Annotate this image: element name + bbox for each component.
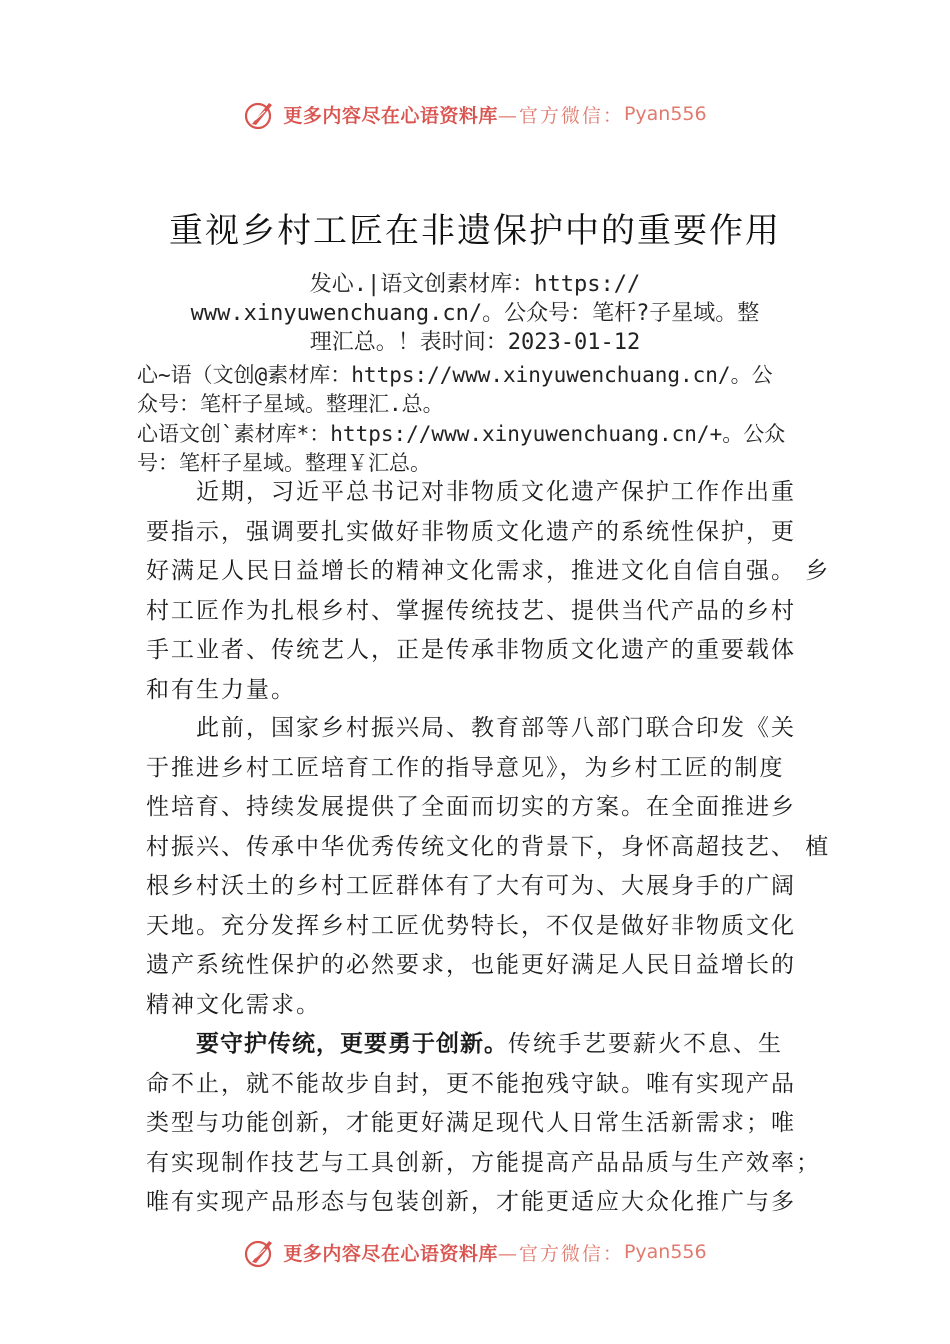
text-line: 村振兴、传承中华优秀传统文化的背景下，身怀高超技艺、 植: [146, 833, 831, 860]
indent: [146, 1031, 196, 1057]
text-line: 精神文化需求。: [146, 991, 321, 1018]
quill-pen-logo-icon: [243, 97, 277, 131]
watermark-wechat-id: Pyan556: [623, 1241, 707, 1263]
note-line: 号：笔杆子星域。整理￥汇总。: [137, 451, 431, 475]
text-line: 近期，习近平总书记对非物质文化遗产保护工作作出重: [146, 479, 796, 505]
text-line: 好满足人民日益增长的精神文化需求，推进文化自信自强。 乡: [146, 558, 831, 584]
source-meta-block: [150, 270, 800, 357]
text-line: 天地。充分发挥乡村工匠优势特长，不仅是做好非物质文化: [146, 912, 796, 939]
bottom-watermark-banner: [0, 1232, 950, 1272]
text-line: 此前，国家乡村振兴局、教育部等八部门联合印发《关: [146, 715, 796, 741]
document-title: 重视乡村工匠在非遗保护中的重要作用: [169, 211, 781, 251]
watermark-wechat-id: Pyan556: [623, 103, 707, 125]
note-line: 众号：笔杆子星域。整理汇.总。: [137, 392, 444, 416]
text-line: [146, 1025, 814, 1065]
text-line: 命不止，就不能故步自封，更不能抱残守缺。唯有实现产品: [146, 1070, 796, 1097]
bold-lead-sentence: 要守护传统，更要勇于创新。: [196, 1031, 508, 1057]
quill-pen-logo-icon: [243, 1235, 277, 1269]
meta-line: 理汇总。！表时间：2023-01-12: [309, 330, 641, 355]
text-line: 和有生力量。: [146, 676, 296, 703]
note-line: 心语文创`素材库*：https://www.xinyuwenchuang.cn/+。公众: [137, 422, 786, 446]
paragraph-2: [146, 709, 831, 1025]
text-line: 于推进乡村工匠培育工作的指导意见》，为乡村工匠的制度: [146, 754, 785, 781]
text-line: 村工匠作为扎根乡村、掌握传统技艺、提供当代产品的乡村: [146, 597, 796, 624]
text-line: 有实现制作技艺与工具创新，方能提高产品品质与生产效率；: [146, 1149, 821, 1176]
source-note-1: [137, 361, 837, 419]
text-line: 性培育、持续发展提供了全面而切实的方案。在全面推进乡: [146, 794, 796, 820]
watermark-main-text: 更多内容尽在心语资料库: [283, 1242, 498, 1265]
text-fragment: 传统手艺要薪火不息、生: [508, 1031, 783, 1057]
meta-line: www.xinyuwenchuang.cn/。公众号：笔杆?子星域。整: [190, 301, 760, 326]
source-note-2: [137, 420, 837, 478]
text-line: 要指示，强调要扎实做好非物质文化遗产的系统性保护，更: [146, 518, 796, 545]
note-line: 心~语（文创@素材库：https://www.xinyuwenchuang.cn/。公: [137, 363, 773, 387]
paragraph-1: [146, 473, 831, 710]
text-line: 遗产系统性保护的必然要求，也能更好满足人民日益增长的: [146, 952, 796, 978]
paragraph-3: [146, 1025, 821, 1223]
watermark-sub-text: —官方微信：: [497, 1242, 624, 1265]
top-watermark-banner: [0, 94, 950, 134]
meta-line: 发心.|语文创素材库：https://: [309, 272, 641, 297]
watermark-sub-text: —官方微信：: [497, 104, 624, 127]
text-line: 类型与功能创新，才能更好满足现代人日常生活新需求；唯: [146, 1110, 796, 1136]
text-line: 根乡村沃土的乡村工匠群体有了大有可为、大展身手的广阔: [146, 873, 796, 899]
text-line: 唯有实现产品形态与包装创新，才能更适应大众化推广与多: [146, 1189, 796, 1215]
text-line: 手工业者、传统艺人，正是传承非物质文化遗产的重要载体: [146, 637, 796, 663]
watermark-main-text: 更多内容尽在心语资料库: [283, 104, 498, 127]
